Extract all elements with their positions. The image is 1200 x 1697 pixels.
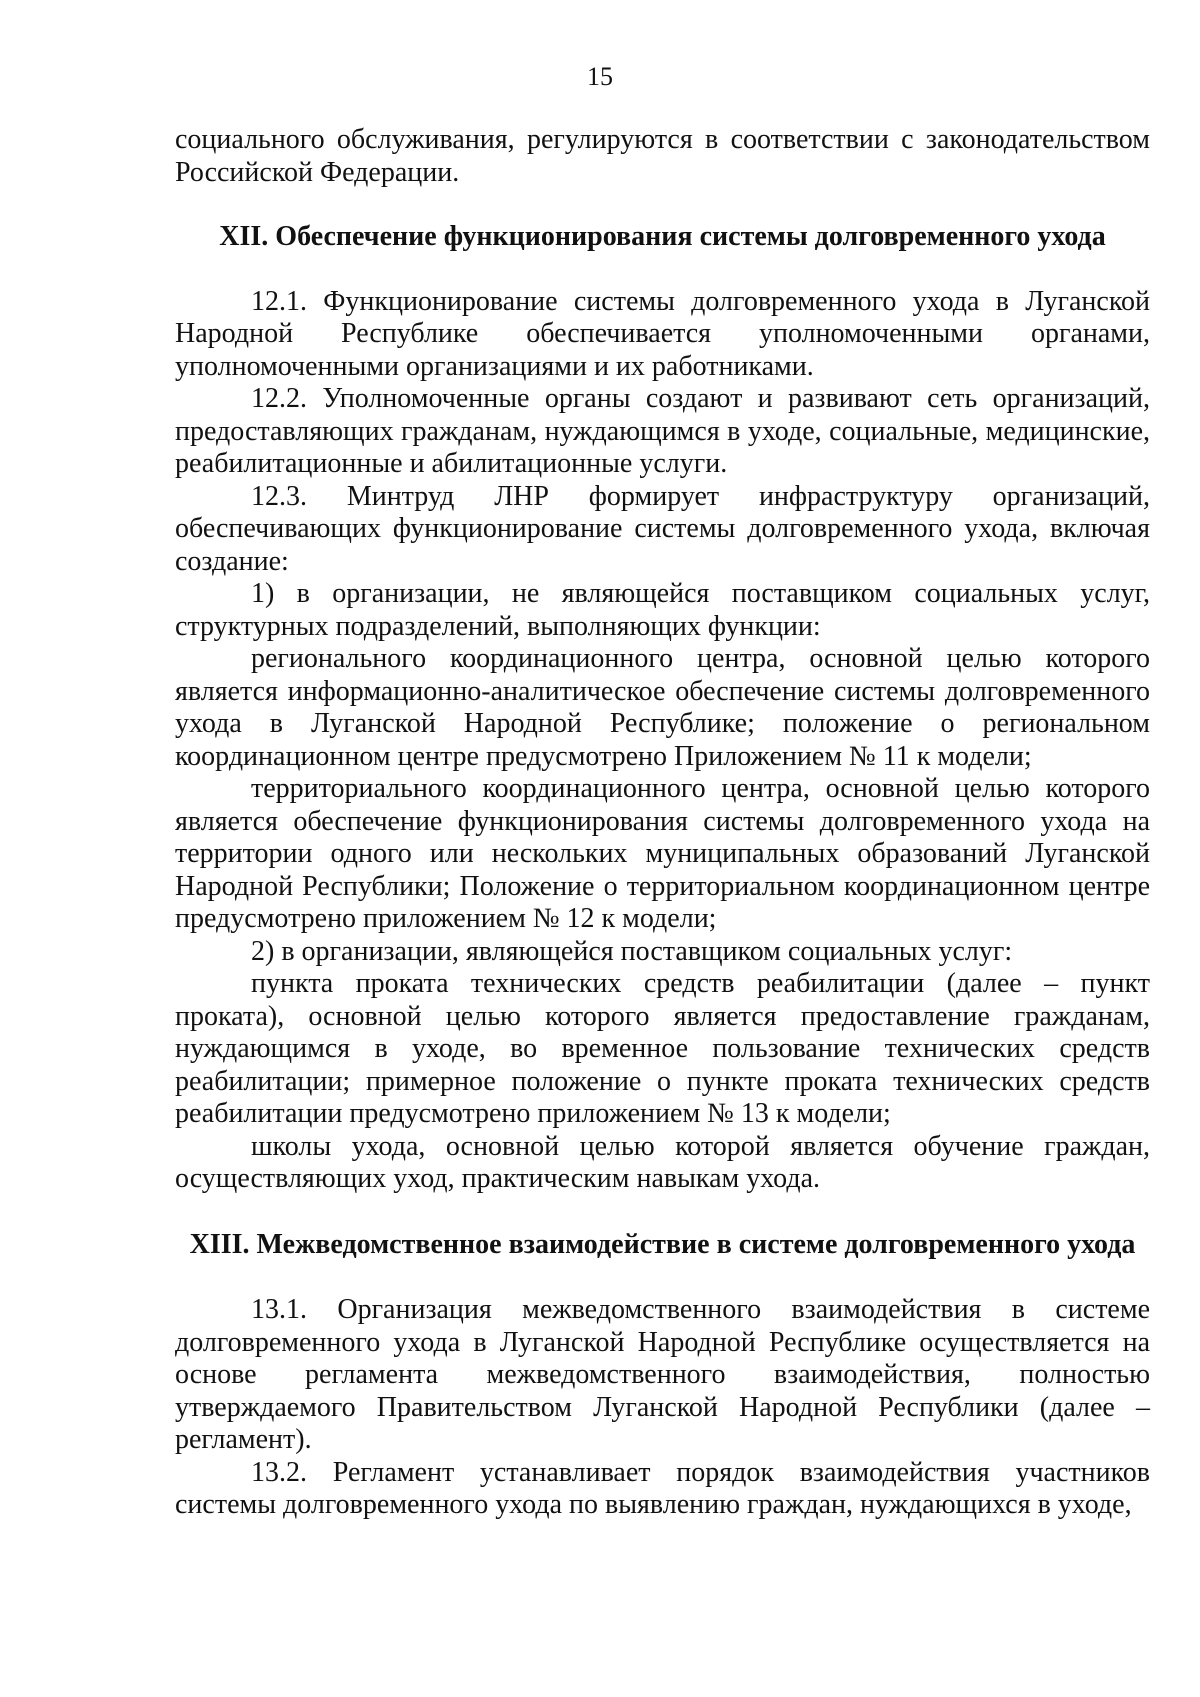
paragraph-13-1: 13.1. Организация межведомственного взаимодействия в системе долговременного ухода в Луганской Народной Республике осуществляется на основе регламента межведомственного взаимодействия, полностью утверждаемого Правительством Луганской Народной Республики (далее – регламент).: [175, 1294, 1150, 1455]
rental-point-paragraph: пункта проката технических средств реабилитации (далее – пункт проката), основной целью которого является предоставление гражданам, нуждающимся в уходе, во временное пользование технических средств реабилитации; примерное положение о пункте проката технических средств реабилитации предусмотрено приложением № 13 к модели;: [175, 968, 1150, 1129]
paragraph-13-2: 13.2. Регламент устанавливает порядок взаимодействия участников системы долговременного ухода по выявлению граждан, нуждающихся в уходе,: [175, 1456, 1150, 1520]
section-xii-heading: XII. Обеспечение функционирования системы долговременного ухода: [219, 221, 1106, 252]
regional-center-paragraph: регионального координационного центра, основной целью которого является информационно-аналитическое обеспечение системы долговременного ухода в Луганской Народной Республике; положение о региональном координационном центре предусмотрено Приложением № 11 к модели;: [175, 643, 1150, 772]
page-number: 15: [587, 62, 613, 91]
document-body: [175, 124, 1150, 1522]
continuation-paragraph: социального обслуживания, регулируются в соответствии с законодательством Российской Федерации.: [175, 124, 1150, 188]
territorial-center-paragraph: территориального координационного центра, основной целью которого является обеспечение функционирования системы долговременного ухода на территории одного или нескольких муниципальных образований Луганской Народной Республики; Положение о территориальном координационном центре предусмотрено приложением № 12 к модели;: [175, 773, 1150, 934]
section-xiii-heading: XIII. Межведомственное взаимодействие в системе долговременного ухода: [189, 1228, 1136, 1260]
paragraph-12-2: 12.2. Уполномоченные органы создают и развивают сеть организаций, предоставляющих гражданам, нуждающимся в уходе, социальные, медицинские, реабилитационные и абилитационные услуги.: [175, 383, 1150, 479]
paragraph-12-3: 12.3. Минтруд ЛНР формирует инфраструктуру организаций, обеспечивающих функционирование системы долговременного ухода, включая создание:: [175, 480, 1150, 577]
list-item-2: 2) в организации, являющейся поставщиком социальных услуг:: [251, 935, 1013, 967]
care-school-paragraph: школы ухода, основной целью которой является обучение граждан, осуществляющих уход, практическим навыкам ухода.: [175, 1130, 1150, 1194]
list-item-1: 1) в организации, не являющейся поставщиком социальных услуг, структурных подразделений, выполняющих функции:: [175, 578, 1150, 642]
paragraph-12-1: 12.1. Функционирование системы долговременного ухода в Луганской Народной Республике обеспечивается уполномоченными органами, уполномоченными организациями и их работниками.: [175, 285, 1150, 382]
